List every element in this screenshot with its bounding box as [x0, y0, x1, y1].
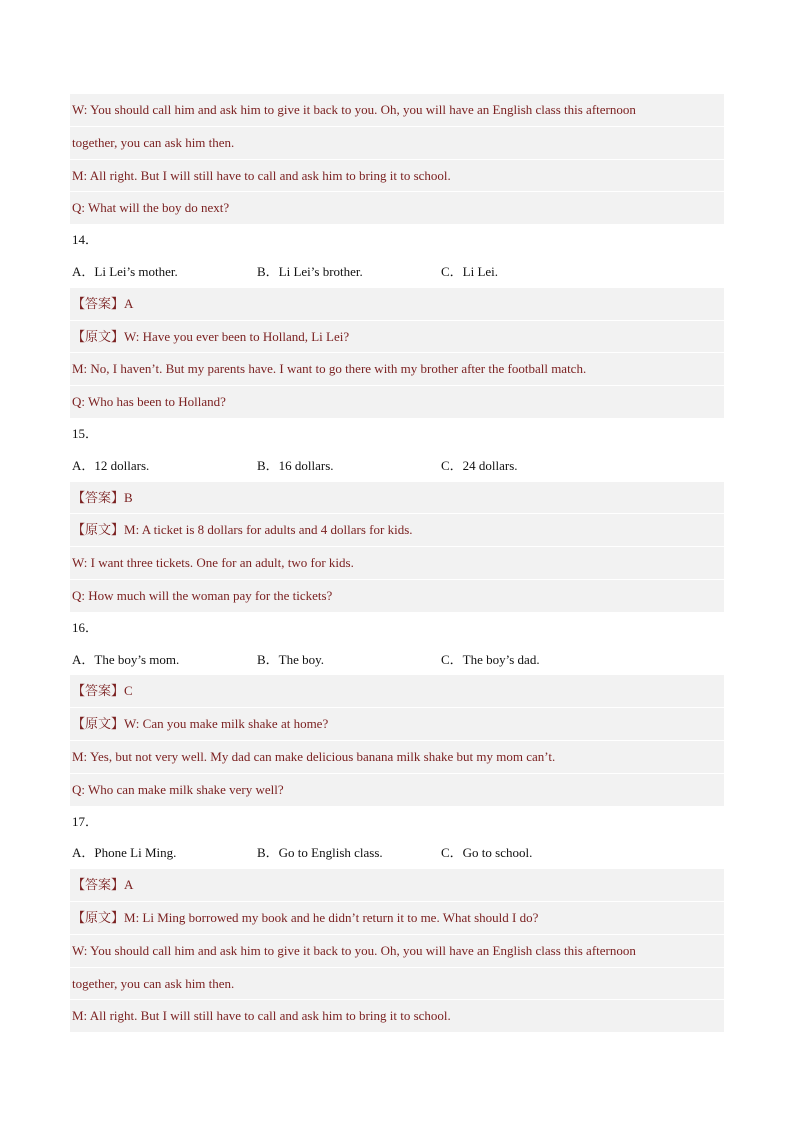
- question-number: 17．: [72, 813, 99, 829]
- source-line: [70, 707, 724, 740]
- document-page: [70, 94, 724, 1032]
- answer-line: [70, 675, 724, 707]
- transcript-line: M: No, I haven’t. But my parents have. I want to go there with my brother after the football match.: [70, 352, 724, 385]
- answer-value: B: [124, 489, 133, 505]
- transcript-line: W: Have you ever been to Holland, Li Lei?: [124, 328, 350, 344]
- option-b: B．Li Lei’s brother.: [257, 263, 363, 279]
- options-row: [70, 644, 724, 676]
- option-c: C．Li Lei.: [441, 263, 499, 279]
- transcript-line: W: You should call him and ask him to give it back to you. Oh, you will have an English class this afternoon: [70, 934, 724, 967]
- answer-line: [70, 482, 724, 514]
- question-number: 14．: [72, 232, 99, 248]
- question-number: 15．: [72, 425, 99, 441]
- option-a: A．The boy’s mom.: [72, 651, 180, 667]
- option-c: C．Go to school.: [441, 845, 533, 861]
- source-tag: 【原文】: [72, 522, 125, 538]
- transcript-line: M: Yes, but not very well. My dad can make delicious banana milk shake but my mom can’t.: [70, 740, 724, 773]
- transcript-line: Q: Who can make milk shake very well?: [70, 773, 724, 806]
- options-row: [70, 450, 724, 482]
- transcript-line: Q: What will the boy do next?: [70, 191, 724, 224]
- option-a: A．12 dollars.: [72, 457, 150, 473]
- option-c: C．The boy’s dad.: [441, 651, 540, 667]
- transcript-line: together, you can ask him then.: [70, 126, 724, 159]
- answer-line: [70, 288, 724, 320]
- transcript-line: W: You should call him and ask him to give it back to you. Oh, you will have an English class this afternoon: [70, 94, 724, 126]
- source-line: [70, 901, 724, 934]
- options-row: [70, 837, 724, 869]
- answer-tag: 【答案】: [72, 683, 125, 699]
- answer-tag: 【答案】: [72, 877, 125, 893]
- option-b: B．16 dollars.: [257, 457, 334, 473]
- answer-tag: 【答案】: [72, 295, 125, 311]
- answer-value: A: [124, 295, 134, 311]
- option-a: A．Li Lei’s mother.: [72, 263, 178, 279]
- options-row: [70, 256, 724, 288]
- transcript-line: M: A ticket is 8 dollars for adults and 4 dollars for kids.: [124, 522, 413, 538]
- transcript-line: W: I want three tickets. One for an adult, two for kids.: [70, 546, 724, 579]
- transcript-line: M: All right. But I will still have to call and ask him to bring it to school.: [70, 159, 724, 192]
- transcript-line: W: Can you make milk shake at home?: [124, 716, 329, 732]
- source-line: [70, 320, 724, 353]
- answer-value: C: [124, 683, 133, 699]
- transcript-line: together, you can ask him then.: [70, 967, 724, 1000]
- transcript-line: M: Li Ming borrowed my book and he didn’t return it to me. What should I do?: [124, 909, 539, 925]
- transcript-line: Q: Who has been to Holland?: [70, 385, 724, 418]
- question-number: 16．: [72, 619, 99, 635]
- answer-line: [70, 869, 724, 901]
- option-a: A．Phone Li Ming.: [72, 845, 177, 861]
- option-b: B．The boy.: [257, 651, 325, 667]
- answer-tag: 【答案】: [72, 489, 125, 505]
- source-line: [70, 513, 724, 546]
- option-b: B．Go to English class.: [257, 845, 383, 861]
- answer-value: A: [124, 877, 134, 893]
- source-tag: 【原文】: [72, 909, 125, 925]
- transcript-line: Q: How much will the woman pay for the tickets?: [70, 579, 724, 612]
- option-c: C．24 dollars.: [441, 457, 518, 473]
- transcript-line: M: All right. But I will still have to call and ask him to bring it to school.: [70, 999, 724, 1032]
- source-tag: 【原文】: [72, 716, 125, 732]
- source-tag: 【原文】: [72, 328, 125, 344]
